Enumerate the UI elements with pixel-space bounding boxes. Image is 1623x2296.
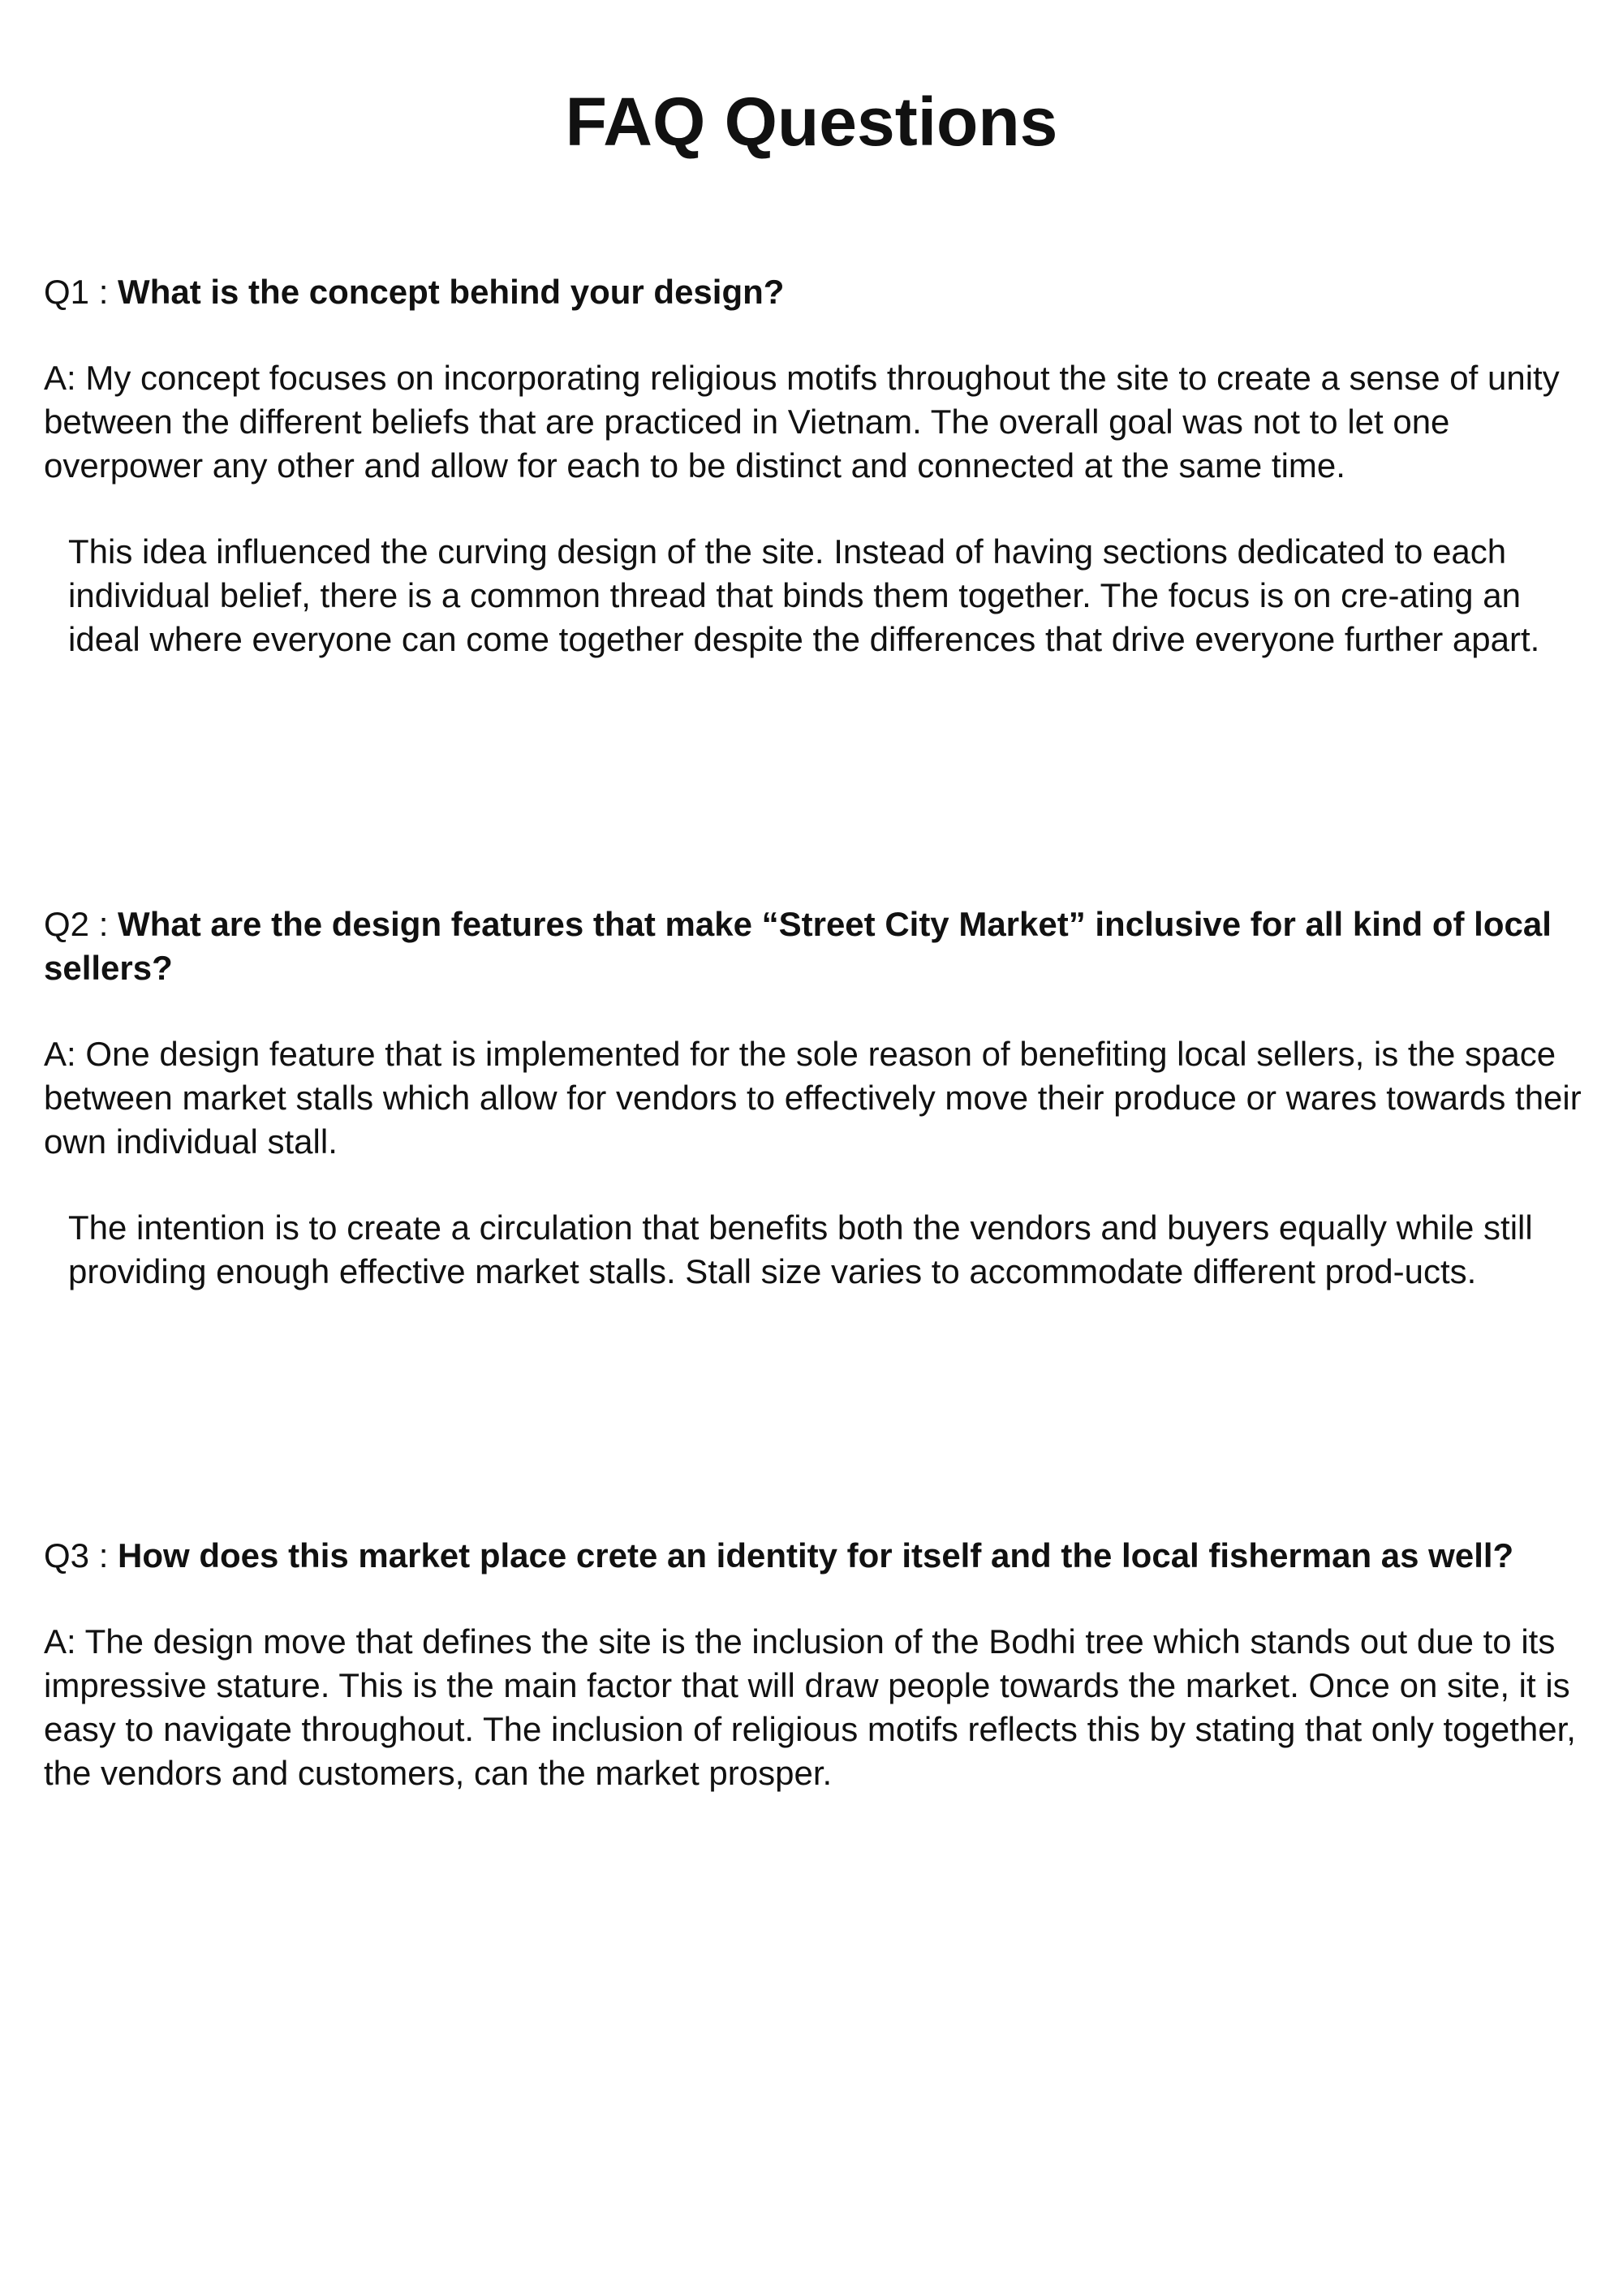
faq-question-3	[44, 1534, 1586, 1578]
answer-text: One design feature that is implemented for the sole reason of benefiting local sellers, is the space between market stalls which allow for vendors to effectively move their produce or wares towards their own individual stall.	[44, 1035, 1582, 1161]
question-prefix: Q3 :	[44, 1536, 118, 1574]
question-text: How does this market place crete an identity for itself and the local fisherman as well?	[118, 1536, 1514, 1574]
answer-text: My concept focuses on incorporating religious motifs throughout the site to create a sense of unity between the different beliefs that are practiced in Vietnam. The overall goal was not to let one overpower any other and allow for each to be distinct and connected at the same time.	[44, 359, 1560, 485]
answer-prefix: A:	[44, 1035, 86, 1073]
faq-item-2	[44, 902, 1586, 1294]
faq-answer-2-para-2: The intention is to create a circulation that benefits both the vendors and buyers equally while still providing enough effective market stalls. Stall size varies to accommodate different prod-ucts.	[68, 1208, 1533, 1290]
answer-prefix: A:	[44, 359, 86, 397]
faq-answer-2-para-1	[44, 1032, 1586, 1164]
faq-answer-1-para-1	[44, 356, 1586, 488]
faq-question-1	[44, 270, 1586, 314]
question-text: What are the design features that make “Street City Market” inclusive for all kind of local sellers?	[44, 905, 1552, 987]
faq-item-1	[44, 270, 1586, 661]
answer-prefix: A:	[44, 1622, 85, 1661]
faq-answer-3-para-1	[44, 1620, 1586, 1795]
faq-question-2	[44, 902, 1586, 990]
question-text: What is the concept behind your design?	[118, 273, 785, 311]
faq-item-3	[44, 1534, 1586, 1795]
question-prefix: Q1 :	[44, 273, 118, 311]
faq-answer-1-para-2: This idea influenced the curving design of the site. Instead of having sections dedicated to each individual belief, there is a common thread that binds them together. The focus is on cre-ating an ideal where everyone can come together despite the differences that drive everyone further apart.	[68, 532, 1540, 658]
answer-text: The design move that defines the site is the inclusion of the Bodhi tree which stands out due to its impressive stature. This is the main factor that will draw people towards the market. Once on site, it is easy to navigate throughout. The inclusion of religious motifs reflects this by stating that only together, the vendors and customers, can the market prosper.	[44, 1622, 1576, 1792]
page-title: FAQ Questions	[565, 84, 1058, 160]
question-prefix: Q2 :	[44, 905, 118, 943]
